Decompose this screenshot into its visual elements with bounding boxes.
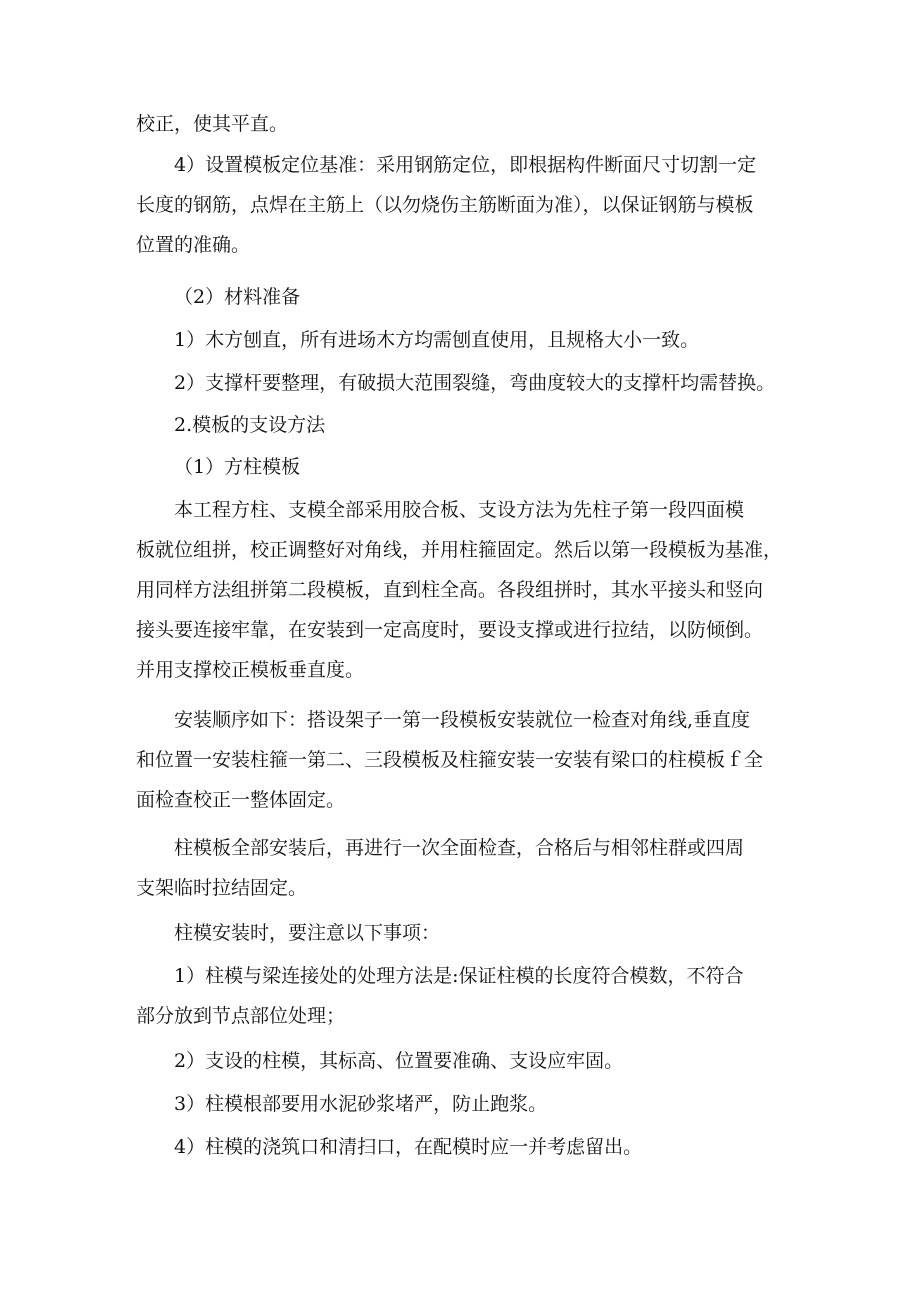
paragraph-note-1 xyxy=(136,956,796,1036)
text-line: （2）材料准备 xyxy=(174,286,301,308)
text-line: 本工程方柱、支模全部采用胶合板、支设方法为先柱子第一段四面模 xyxy=(174,499,745,521)
text-line: 安装顺序如下：搭设架子一第一段模板安装就位一检查对角线,垂直度 xyxy=(174,709,751,731)
text-line: 4）设置模板定位基准：采用钢筋定位，即根据构件断面尺寸切割一定 xyxy=(174,154,757,176)
section-heading-square-column xyxy=(136,447,796,487)
text-line: 柱模板全部安装后，再进行一次全面检查，合格后与相邻柱群或四周 xyxy=(174,837,745,859)
paragraph-full-inspection xyxy=(136,828,796,908)
text-line: 板就位组拼，校正调整好对角线，并用柱箍固定。然后以第一段模板为基准， xyxy=(136,539,783,561)
text-line: 部分放到节点部位处理； xyxy=(136,1005,346,1027)
text-line: 柱模安装时，要注意以下事项： xyxy=(174,922,441,944)
text-line: 1）柱模与梁连接处的处理方法是:保证柱模的长度符合模数，不符合 xyxy=(174,965,744,987)
text-line: 面检查校正一整体固定。 xyxy=(136,789,346,811)
text-line: 长度的钢筋，点焊在主筋上（以勿烧伤主筋断面为准），以保证钢筋与模板 xyxy=(136,194,754,216)
paragraph-item-1-timber xyxy=(136,320,796,360)
paragraph-note-2 xyxy=(136,1041,796,1081)
text-line: 2）支设的柱模，其标高、位置要准确、支设应牢固。 xyxy=(174,1050,624,1072)
paragraph-continuation xyxy=(136,104,796,144)
text-line: 3）柱模根部要用水泥砂浆堵严，防止跑浆。 xyxy=(174,1093,548,1115)
paragraph-installation-sequence xyxy=(136,700,796,820)
section-heading-material-prep xyxy=(136,277,796,317)
section-heading-formwork-method xyxy=(136,405,796,445)
text-line: 并用支撑校正模板垂直度。 xyxy=(136,659,365,681)
text-line: （1）方柱模板 xyxy=(174,456,301,478)
paragraph-item-4-positioning xyxy=(136,145,796,265)
text-line: 位置的准确。 xyxy=(136,234,251,256)
paragraph-notes-intro xyxy=(136,913,796,953)
text-line: 接头要连接牢靠，在安装到一定高度时，要设支撑或进行拉结，以防倾倒。 xyxy=(136,619,764,641)
text-line: 校正，使其平直。 xyxy=(136,113,289,135)
paragraph-column-formwork xyxy=(136,490,796,690)
text-line: 支架临时拉结固定。 xyxy=(136,877,308,899)
text-line: 和位置一安装柱箍一第二、三段模板及柱箍安装一安装有梁口的柱模板ｆ全 xyxy=(136,749,764,771)
text-line: 4）柱模的浇筑口和清扫口，在配模时应一并考虑留出。 xyxy=(174,1136,643,1158)
paragraph-note-3 xyxy=(136,1084,796,1124)
paragraph-item-2-supports xyxy=(136,363,796,403)
text-line: 2）支撑杆要整理，有破损大范围裂缝，弯曲度较大的支撑杆均需替换。 xyxy=(174,372,776,394)
text-line: 2.模板的支设方法 xyxy=(174,414,326,436)
text-line: 用同样方法组拼第二段模板，直到柱全高。各段组拼时，其水平接头和竖向 xyxy=(136,579,764,601)
text-line: 1）木方刨直，所有进场木方均需刨直使用，且规格大小一致。 xyxy=(174,329,700,351)
paragraph-note-4 xyxy=(136,1127,796,1167)
